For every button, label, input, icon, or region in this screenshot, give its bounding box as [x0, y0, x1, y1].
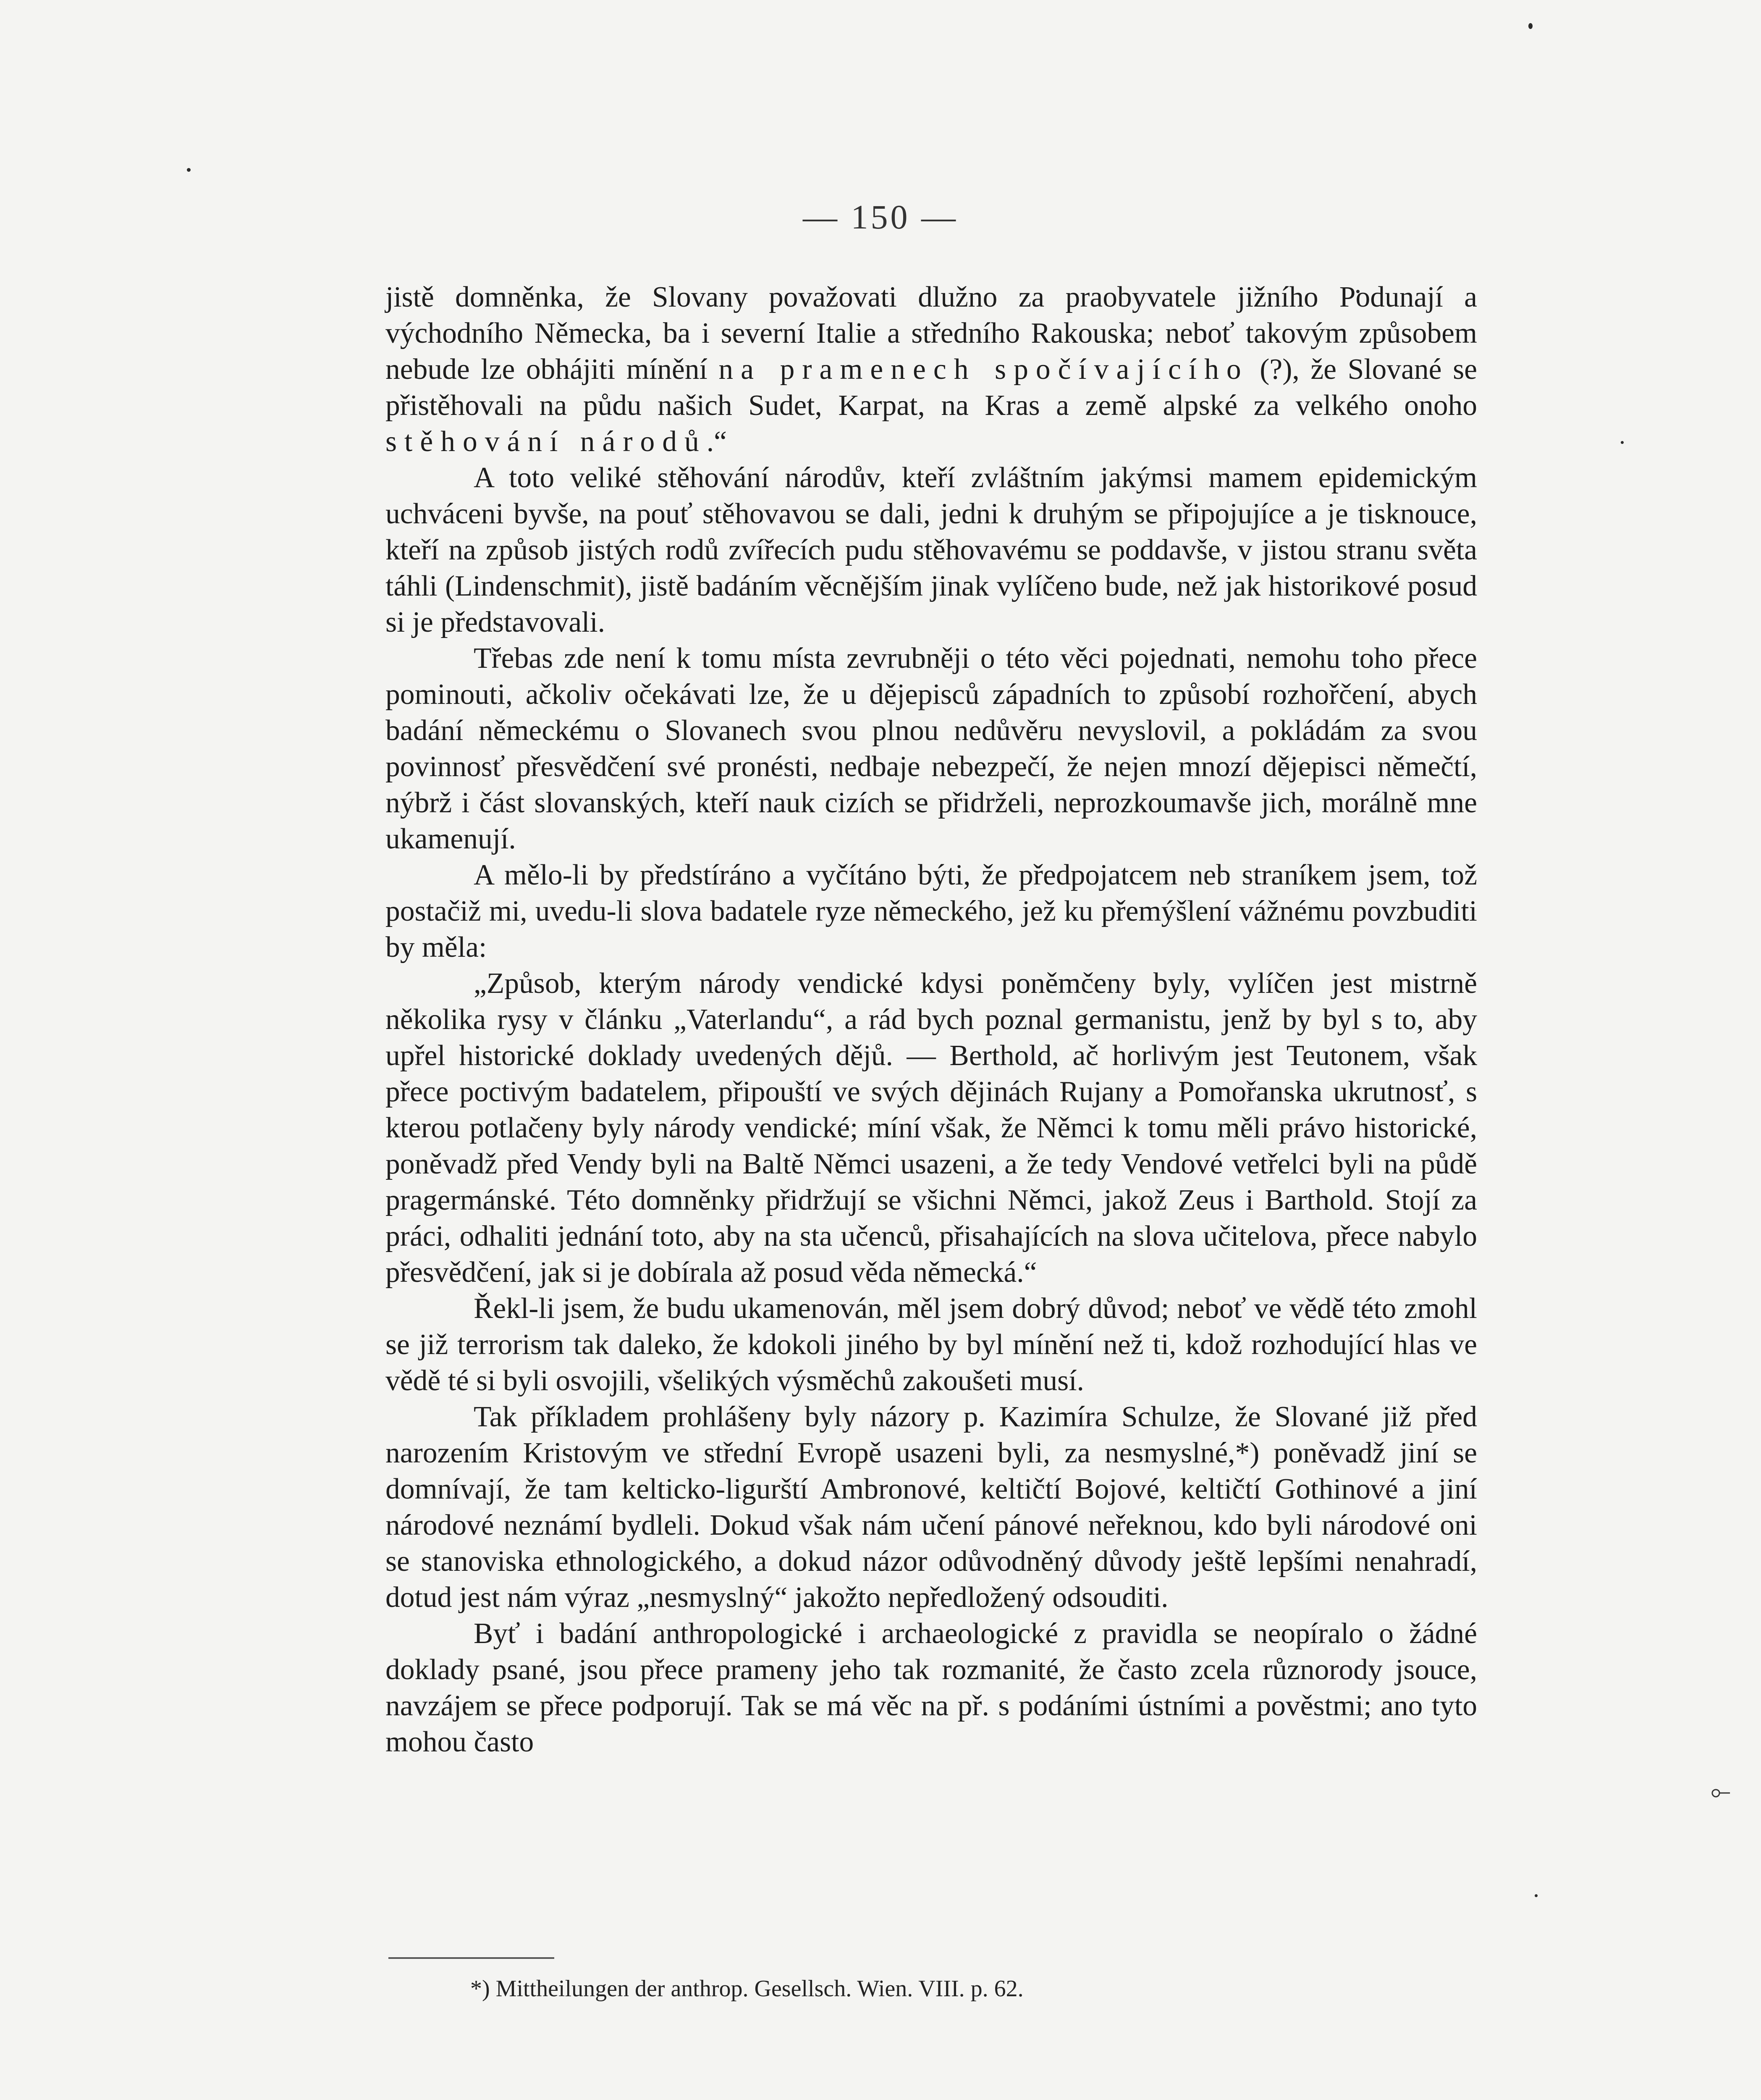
- footnote-rule: [388, 1957, 554, 1959]
- scan-speck: [1535, 1894, 1538, 1897]
- scan-speck: [1528, 23, 1533, 29]
- paragraph-text: Řekl-li jsem, že budu ukamenován, měl jsem dobrý důvod; neboť ve vědě této zmohl se již terrorism tak daleko, že kdokoli jiného by byl mínění než ti, kdož rozhodující hlas ve vědě té si byli osvojili, všelikých výsměchů zakoušeti musí.: [385, 1292, 1477, 1397]
- paragraph: [385, 279, 1477, 460]
- paragraph: [385, 857, 1477, 966]
- footnote: *) Mittheilungen der anthrop. Gesellsch. Wien. VIII. p. 62.: [470, 1976, 1024, 2002]
- spaced-emphasis: na pramenech spočívajícího: [718, 353, 1249, 386]
- paragraph: [385, 640, 1477, 857]
- paragraph: [385, 1616, 1477, 1760]
- paragraph: [385, 460, 1477, 640]
- paragraph-text: A mělo-li by předstíráno a vyčítáno býti, že předpojatcem neb straníkem jsem, tož postačiž mi, uvedu-li slova badatele ryze německého, jež ku přemýšlení vážnému povzbuditi by měla:: [385, 859, 1477, 963]
- paragraph: [385, 1291, 1477, 1399]
- paragraph-text: Tak příkladem prohlášeny byly názory p. Kazimíra Schulze, že Slované již před narozením Kristovým ve střední Evropě usazeni byli, za nesmyslné,*) poněvadž jiní se domnívají, že tam kelticko-ligurští Ambronové, keltičtí Bojové, keltičtí Gothinové a jiní národové neznámí bydleli. Dokud však nám učení pánové neřeknou, kdo byli národové oni se stanoviska ethnologického, a dokud názor odůvodněný důvody ještě lepšími nenahradí, dotud jest nám výraz „nesmyslný“ jakožto nepředložený odsouditi.: [385, 1401, 1477, 1614]
- paragraph-text: jistě domněnka, že Slovany považovati dlužno za praobyvatele jižního Podunají a východního Německa, ba i severní Italie a středního Rakouska; neboť takovým způsobem nebude lze obhájiti mínění: [385, 281, 1477, 386]
- spaced-emphasis: stěhování národů: [385, 425, 707, 458]
- paragraph-text: Byť i badání anthropologické i archaeologické z pravidla se neopíralo o žádné doklady psané, jsou přece prameny jeho tak rozmanité, že často zcela různorody jsouce, navzájem se přece podporují. Tak se má věc na př. s podáními ústními a pověstmi; ano tyto mohou často: [385, 1617, 1477, 1758]
- scan-speck: [1621, 441, 1624, 444]
- paragraph-text: (?), že Slované se přistěhovali na půdu našich Sudet, Karpat, na Kras a země alpské za velkého onoho: [385, 353, 1477, 422]
- scan-edge-mark: ⟜: [1711, 1777, 1731, 1806]
- page-number: — 150 —: [803, 198, 958, 236]
- body-text: [385, 279, 1477, 1760]
- paragraph: [385, 1399, 1477, 1616]
- paragraph-text: Třebas zde není k tomu místa zevrubněji o této věci pojednati, nemohu toho přece pominouti, ačkoliv očekávati lze, že u dějepisců západních to způsobí rozhořčení, abych badání německému o Slovanech svou plnou nedůvěru nevyslovil, a pokládám za svou povinnosť přesvědčení své pronésti, nedbaje nebezpečí, že nejen mnozí dějepisci němečtí, nýbrž i část slovanských, kteří nauk cizích se přidrželi, neprozkoumavše jich, morálně mne ukamenují.: [385, 642, 1477, 855]
- paragraph-text: .“: [706, 425, 727, 458]
- paragraph-text: „Způsob, kterým národy vendické kdysi poněmčeny byly, vylíčen jest mistrně několika rysy v článku „Vaterlandu“, a rád bych poznal germanistu, jenž by byl s to, aby upřel historické doklady uvedených dějů. — Berthold, ač horlivým jest Teutonem, však přece poctivým badatelem, připouští ve svých dějinách Rujany a Pomořanska ukrutnosť, s kterou potlačeny byly národy vendické; míní však, že Němci k tomu měli právo historické, poněvadž před Vendy byli na Baltě Němci usazeni, a že tedy Vendové vetřelci byli na půdě pragermánské. Této domněnky přidržují se všichni Němci, jakož Zeus i Barthold. Stojí za práci, odhaliti jednání toto, aby na sta učenců, přisahajících na slova učitelova, přece nabylo přesvědčení, jak si je dobírala až posud věda německá.“: [385, 967, 1477, 1289]
- scan-speck: [187, 168, 191, 172]
- paragraph: [385, 966, 1477, 1291]
- paragraph-text: A toto veliké stěhování národův, kteří zvláštním jakýmsi mamem epidemickým uchváceni byvše, na pouť stěhovavou se dali, jedni k druhým se připojujíce a je tisknouce, kteří na způsob jistých rodů zvířecích pudu stěhovavému se poddavše, v jistou stranu světa táhli (Lindenschmit), jistě badáním věcnějším jinak vylíčeno bude, než jak historikové posud si je představovali.: [385, 462, 1477, 638]
